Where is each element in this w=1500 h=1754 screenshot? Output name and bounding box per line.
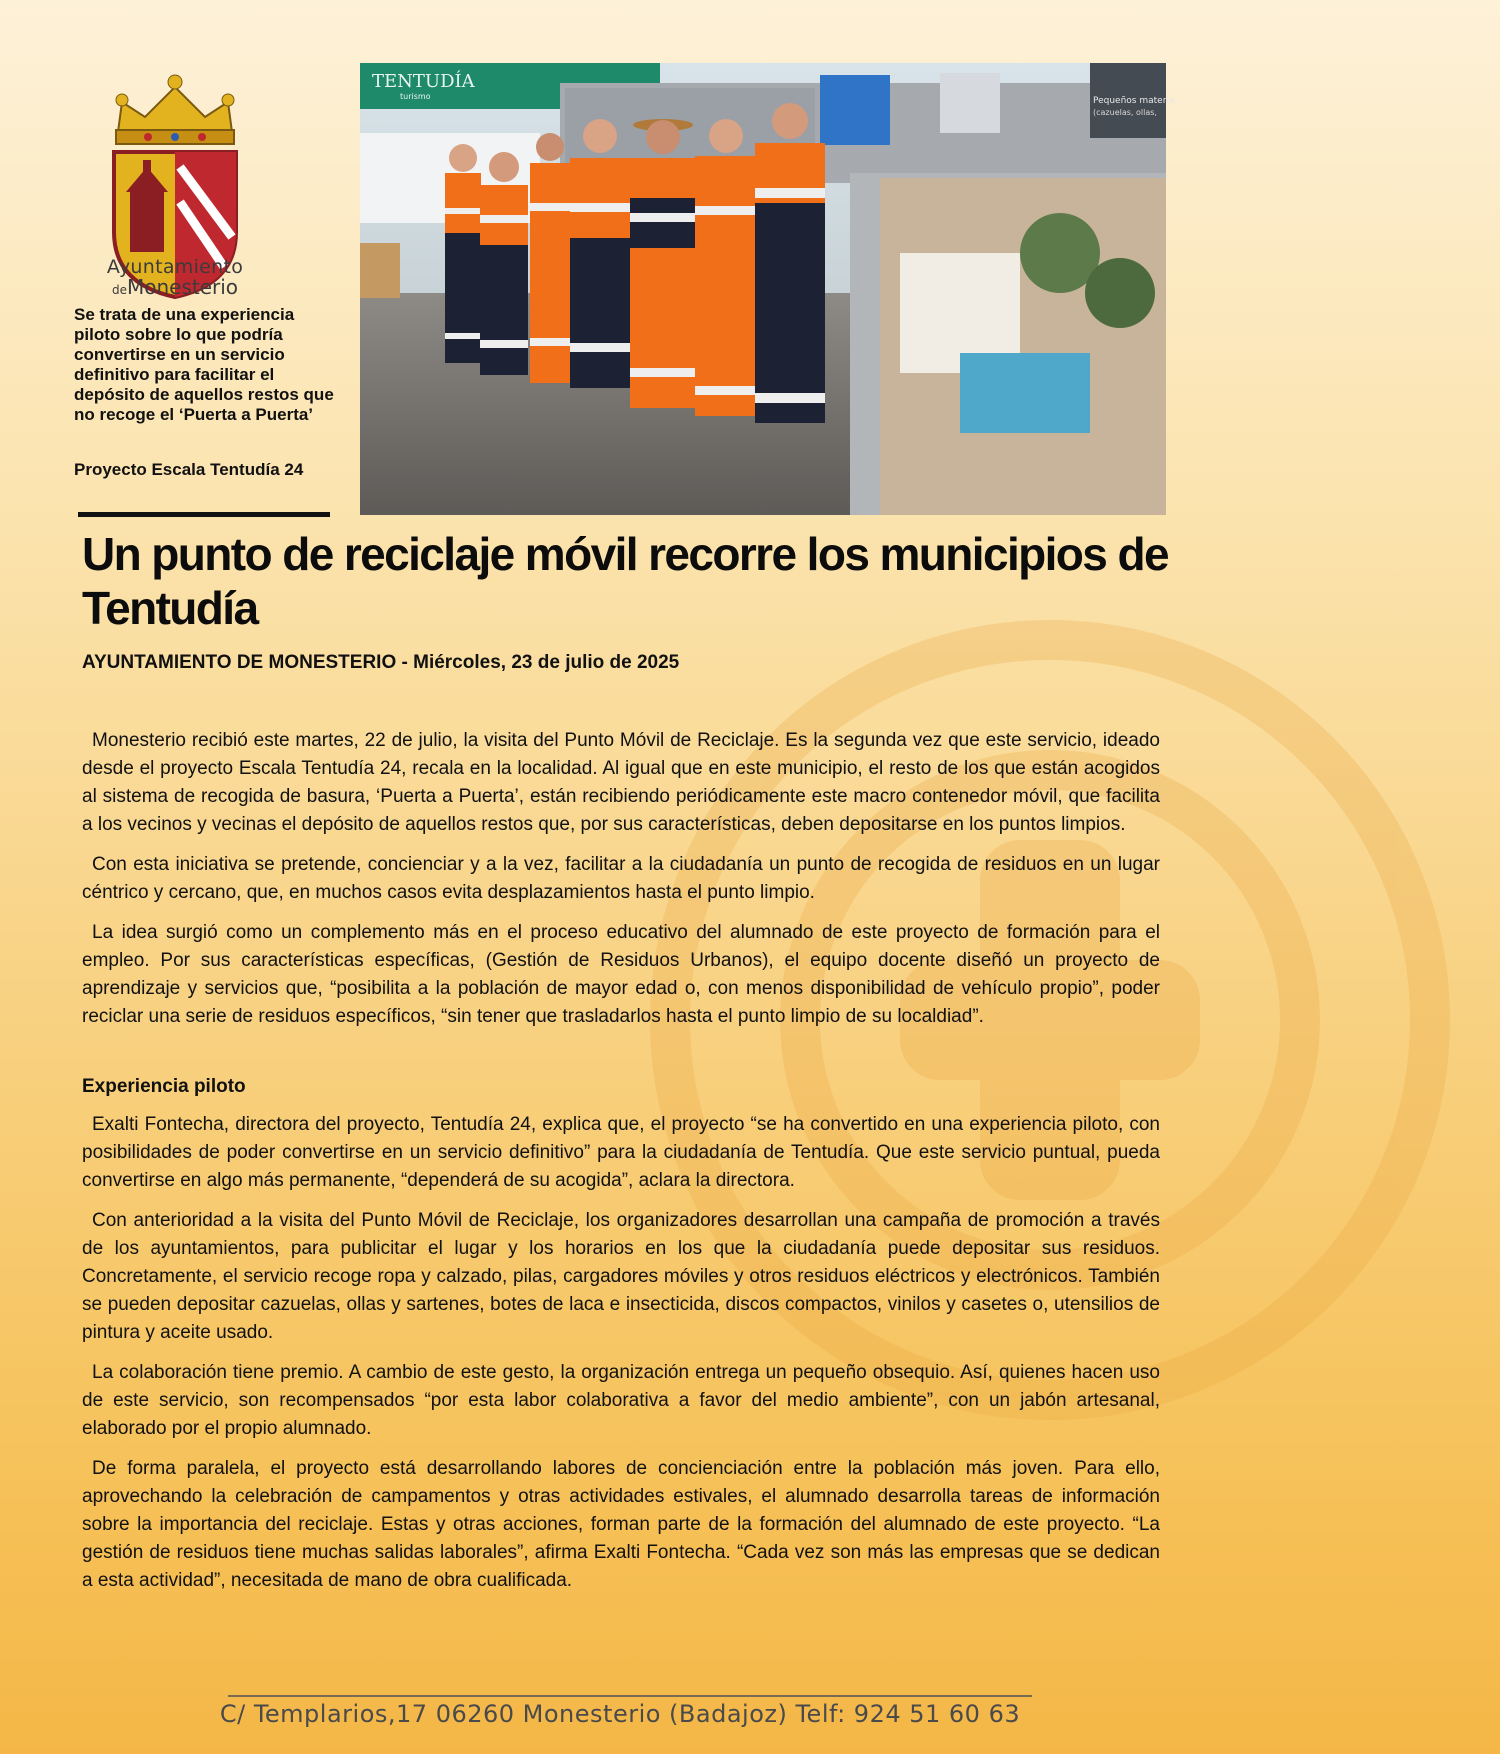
subheading: Experiencia piloto	[82, 1076, 246, 1097]
awning-subtext: turismo	[400, 92, 431, 101]
paragraph: De forma paralela, el proyecto está desarrollando labores de concienciación entre la población más joven. Para ello, aprovechando la celebración de campamentos y otras actividades estivales, el alumnado desarrolla tareas de información sobre la importancia del reciclaje. Estas y otras acciones, forman parte de la formación del alumnado de este proyecto. “La gestión de residuos tiene muchas salidas laborales”, afirma Exalti Fontecha. “Cada vez son más las empresas que se dedican a esta actividad”, necesitada de mano de obra cualificada.	[82, 1458, 1160, 1591]
article-body	[82, 727, 1160, 1607]
intro-summary: Se trata de una experiencia piloto sobre lo que podría convertirse en un servicio definitivo para facilitar el depósito de aquellos restos que no recoge el ‘Puerta a Puerta’	[74, 305, 334, 424]
footer-divider	[228, 1695, 1032, 1697]
paragraph: Exalti Fontecha, directora del proyecto, Tentudía 24, explica que, el proyecto “se ha convertido en una experiencia piloto, con posibilidades de poder convertirse en un servicio definitivo” para la ciudadanía de Tentudía. Que este servicio puntual, pueda convertirse en algo más permanente, “dependerá de su acogida”, aclara la directora.	[82, 1114, 1160, 1191]
project-name: Proyecto Escala Tentudía 24	[74, 460, 304, 479]
paragraph: Con esta iniciativa se pretende, concienciar y a la vez, facilitar a la ciudadanía un punto de recogida de residuos en un lugar céntrico y cercano, que, en muchos casos evita desplazamientos hasta el punto limpio.	[82, 854, 1160, 903]
paragraph: Con anterioridad a la visita del Punto Móvil de Reciclaje, los organizadores desarrollan una campaña de promoción a través de los ayuntamientos, para publicitar el lugar y los horarios en los que la ciudadanía puede depositar sus residuos. Concretamente, el servicio recoge ropa y calzado, pilas, cargadores móviles y otros residuos eléctricos y electrónicos. También se pueden depositar cazuelas, ollas y sartenes, botes de laca e insecticida, discos compactos, vinilos y casetes o, utensilios de pintura y aceite usado.	[82, 1210, 1160, 1343]
paragraph: La colaboración tiene premio. A cambio de este gesto, la organización entrega un pequeño obsequio. Así, quienes hacen uso de este servicio, son recompensados “por esta labor colaborativa a favor del medio ambiente”, con un jabón artesanal, elaborado por el propio alumnado.	[82, 1362, 1160, 1439]
crown-icon	[116, 75, 234, 144]
container-label: Pequeños materia	[1093, 96, 1175, 106]
awning-text: TENTUDÍA	[372, 71, 475, 92]
headline: Un punto de reciclaje móvil recorre los municipios de Tentudía	[82, 528, 1168, 634]
byline: AYUNTAMIENTO DE MONESTERIO - Miércoles, 23 de julio de 2025	[82, 652, 680, 673]
paragraph: Monesterio recibió este martes, 22 de julio, la visita del Punto Móvil de Reciclaje. Es la segunda vez que este servicio, ideado desde el proyecto Escala Tentudía 24, recala en la localidad. Al igual que en este municipio, el resto de los que están acogidos al sistema de recogida de basura, ‘Puerta a Puerta’, están recibiendo periódicamente este macro contenedor móvil, que facilita a los vecinos y vecinas el depósito de aquellos restos que, por sus características, deben depositarse en los puntos limpios.	[82, 730, 1160, 835]
team-photo	[360, 63, 1175, 515]
wordmark-line2: deMonesterio	[111, 275, 239, 299]
container-sublabel: (cazuelas, ollas,	[1093, 108, 1157, 117]
ayuntamiento-wordmark	[70, 258, 280, 297]
paragraph: La idea surgió como un complemento más en el proceso educativo del alumnado de este proyecto de formación para el empleo. Por sus características específicas, (Gestión de Residuos Urbanos), el equipo docente diseñó un proyecto de aprendizaje y servicios que, “posibilita a la población de mayor edad o, con menos disponibilidad de vehículo propio”, poder reciclar una serie de residuos específicos, “sin tener que trasladarlos hasta el punto limpio de su localdiad”.	[82, 922, 1160, 1027]
divider-rule	[78, 512, 330, 517]
wordmark-line1: Ayuntamiento	[106, 256, 244, 278]
footer-address: C/ Templarios,17 06260 Monesterio (Badajoz) Telf: 924 51 60 63	[219, 1700, 1021, 1728]
